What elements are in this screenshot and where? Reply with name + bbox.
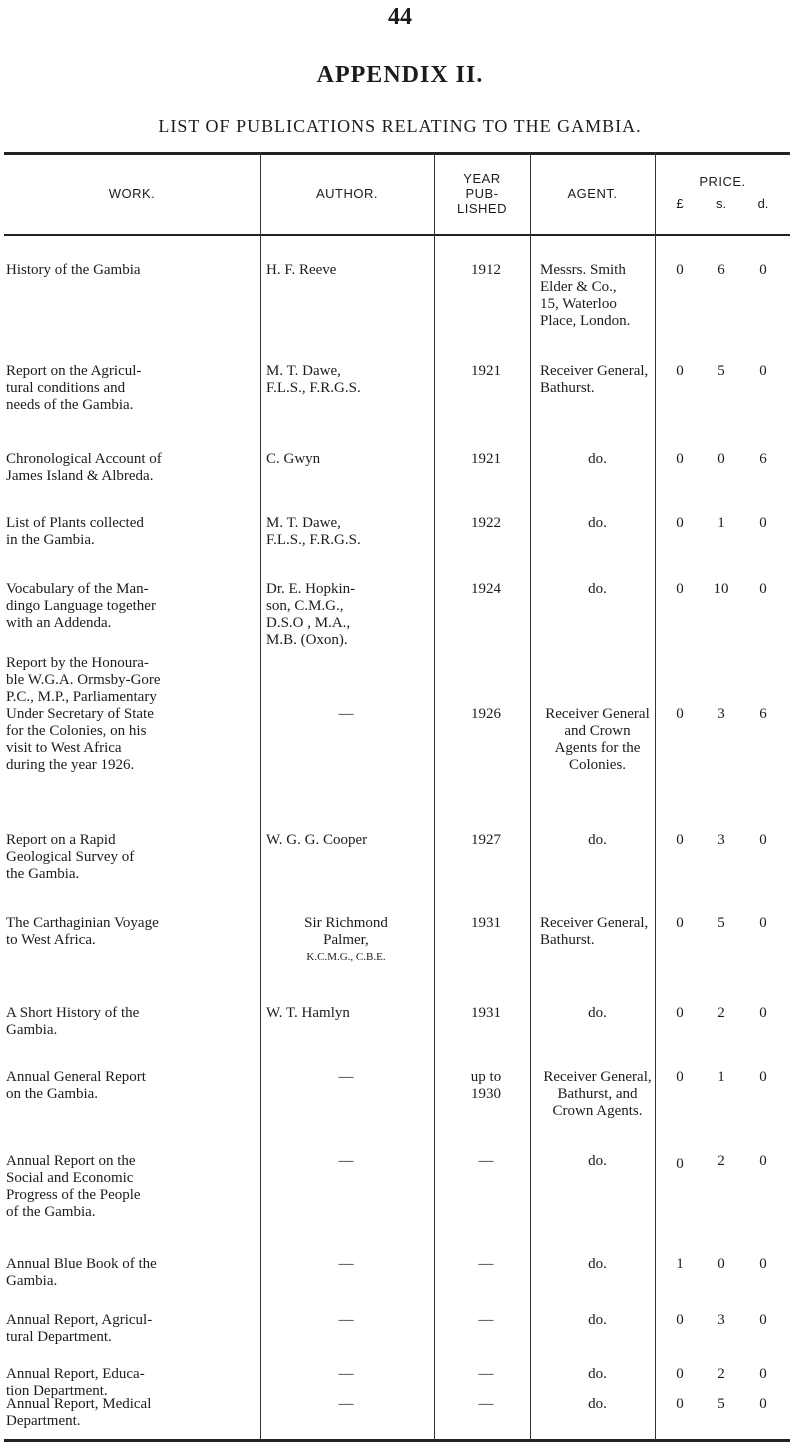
agent [540,832,655,849]
price-pence: 0 [759,262,767,278]
author-line: — [338,1312,354,1328]
agent-line: do. [588,1005,607,1021]
table-bottom-rule [4,1439,790,1442]
column-header-year [434,152,530,234]
author [266,706,426,723]
work-line: Social and Economic [6,1170,134,1186]
work-title [6,363,256,414]
author-line: — [338,1396,354,1412]
agent-line: Elder & Co., [540,279,617,295]
year-published [450,451,522,468]
agent-line: Colonies. [568,757,627,773]
price-pounds: 0 [676,581,684,597]
price-pounds: 0 [676,1156,684,1172]
price-pence: 0 [759,1256,767,1272]
column-header-shillings: s. [715,196,727,211]
author-line: M.B. (Oxon). [266,632,348,648]
work-line: A Short History of the [6,1005,140,1021]
author-line: F.L.S., F.R.G.S. [266,532,361,548]
work-line: Geological Survey of [6,849,135,865]
price-pence: 0 [759,515,767,531]
column-header-agent: AGENT. [567,185,618,201]
price-pence: 6 [759,451,767,467]
agent [540,706,655,774]
year-published [450,1069,522,1103]
work-line: Annual Report, Medical [6,1396,152,1412]
work-title [6,451,256,485]
column-header-year-line: PUB- [465,185,499,201]
work-line: of the Gambia. [6,1204,96,1220]
price-shillings: 6 [717,262,725,278]
work-line: Vocabulary of the Man- [6,581,149,597]
author-line: C. Gwyn [266,451,321,467]
work-title [6,262,256,279]
column-header-pence: d. [757,196,769,211]
work-line: P.C., M.P., Parliamentary [6,689,157,705]
author [266,262,426,279]
agent-line: do. [588,451,607,467]
agent [540,515,655,532]
work-line: tural conditions and [6,380,126,396]
price-pence: 0 [759,915,767,931]
year-published [450,363,522,380]
work-line: Report on the Agricul- [6,363,142,379]
author [266,581,426,649]
price-shillings: 2 [717,1153,725,1169]
work-line: Chronological Account of [6,451,162,467]
work-title [6,581,256,632]
agent [540,1366,655,1383]
agent [540,262,655,330]
agent [540,581,655,598]
year-published [450,1366,522,1383]
work-line: visit to West Africa [6,740,122,756]
price-shillings: 10 [713,581,729,597]
agent-line: Receiver General, [543,1069,652,1085]
year-line: — [478,1396,494,1412]
year-published [450,1153,522,1170]
agent-line: do. [588,1396,607,1412]
author-line: F.L.S., F.R.G.S. [266,380,361,396]
year-line: 1921 [471,451,501,467]
price-pounds: 0 [676,1396,684,1412]
author [266,1153,426,1170]
agent-line: Receiver General [545,706,650,722]
price-pence: 6 [759,706,767,722]
price-pounds: 1 [676,1256,684,1272]
year-published [450,262,522,279]
author-line: W. G. G. Cooper [266,832,368,848]
author-line: H. F. Reeve [266,262,337,278]
price-shillings: 2 [717,1005,725,1021]
author-line: — [338,1153,354,1169]
appendix-title: APPENDIX II. [316,62,484,88]
work-title [6,1069,256,1103]
price-pounds: 0 [676,451,684,467]
column-header-pounds: £ [676,196,684,211]
year-published [450,1396,522,1413]
author-line: D.S.O , M.A., [266,615,351,631]
author-line: W. T. Hamlyn [266,1005,350,1021]
work-line: the Gambia. [6,866,80,882]
work-line: Report by the Honoura- [6,655,149,671]
agent-line: do. [588,832,607,848]
author-line: — [338,1069,354,1085]
column-header-price: PRICE. [699,174,746,189]
author-line: Palmer, [323,932,369,948]
work-line: in the Gambia. [6,532,95,548]
agent [540,451,655,468]
author [266,1069,426,1086]
work-line: Department. [6,1413,81,1429]
work-line: ble W.G.A. Ormsby-Gore [6,672,161,688]
work-line: during the year 1926. [6,757,135,773]
price-pounds: 0 [676,1312,684,1328]
year-published [450,1256,522,1273]
work-title [6,1396,256,1430]
agent-line: do. [588,1256,607,1272]
price-shillings: 1 [717,515,725,531]
list-title: LIST OF PUBLICATIONS RELATING TO THE GAMBIA. [158,116,642,136]
year-line: 1931 [471,915,501,931]
work-title [6,832,256,883]
agent-line: Bathurst. [540,932,595,948]
column-divider [530,152,531,1441]
price-pence: 0 [759,1312,767,1328]
work-line: History of the Gambia [6,262,141,278]
work-line: Progress of the People [6,1187,141,1203]
agent [540,1069,655,1120]
year-line: 1926 [471,706,501,722]
price-shillings: 1 [717,1069,725,1085]
work-line: on the Gambia. [6,1086,99,1102]
work-line: to West Africa. [6,932,96,948]
agent-line: Bathurst. [540,380,595,396]
work-line: James Island & Albreda. [6,468,154,484]
agent-line: Messrs. Smith [540,262,626,278]
price-pounds: 0 [676,363,684,379]
author-line: M. T. Dawe, [266,363,341,379]
price-shillings: 3 [717,832,725,848]
column-header-year-line: YEAR [463,170,501,186]
agent-line: do. [588,1366,607,1382]
year-line: — [478,1366,494,1382]
work-title [6,1366,256,1400]
work-line: Under Secretary of State [6,706,154,722]
price-shillings: 0 [717,451,725,467]
agent [540,1256,655,1273]
author [266,363,426,397]
author [266,1396,426,1413]
work-title [6,1312,256,1346]
author-line: M. T. Dawe, [266,515,341,531]
work-line: List of Plants collected [6,515,144,531]
column-header-author: AUTHOR. [316,185,378,201]
price-shillings: 5 [717,1396,725,1412]
agent-line: 15, Waterloo [540,296,617,312]
agent-line: Crown Agents. [552,1103,643,1119]
price-shillings: 5 [717,915,725,931]
year-line: 1924 [471,581,501,597]
work-line: Gambia. [6,1273,58,1289]
work-title [6,1256,256,1290]
work-title [6,915,256,949]
work-line: Annual General Report [6,1069,146,1085]
work-line: Gambia. [6,1022,58,1038]
price-pounds: 0 [676,915,684,931]
year-published [450,515,522,532]
work-line: Annual Report, Educa- [6,1366,145,1382]
column-divider [434,152,435,1441]
price-pounds: 0 [676,706,684,722]
agent-line: Place, London. [540,313,631,329]
agent [540,1153,655,1170]
price-pence: 0 [759,1153,767,1169]
agent-line: do. [588,1153,607,1169]
author [266,515,426,549]
price-pence: 0 [759,1366,767,1382]
year-published [450,832,522,849]
price-pounds: 0 [676,515,684,531]
price-pence: 0 [759,1005,767,1021]
price-shillings: 5 [717,363,725,379]
agent-line: Receiver General, [540,363,649,379]
agent-line: Bathurst, and [557,1086,638,1102]
column-header-year-line: LISHED [457,200,507,216]
page-number: 44 [388,4,412,30]
agent [540,1312,655,1329]
author-line: — [338,1256,354,1272]
price-pounds: 0 [676,1366,684,1382]
year-published [450,1005,522,1022]
author-line: Dr. E. Hopkin- [266,581,356,597]
year-line: 1922 [471,515,501,531]
year-line: — [478,1312,494,1328]
author-line: — [338,706,354,722]
year-line: — [478,1256,494,1272]
price-pence: 0 [759,581,767,597]
price-shillings: 2 [717,1366,725,1382]
year-line: 1927 [471,832,501,848]
work-line: tion Department. [6,1383,108,1399]
author [266,1256,426,1273]
agent [540,363,655,397]
price-pounds: 0 [676,262,684,278]
author-line: Sir Richmond [304,915,388,931]
work-line: for the Colonies, on his [6,723,147,739]
author [266,451,426,468]
year-line: 1912 [471,262,501,278]
work-line: with an Addenda. [6,615,112,631]
price-pounds: 0 [676,1069,684,1085]
agent-line: Receiver General, [540,915,649,931]
year-line: 1930 [471,1086,501,1102]
year-line: up to [470,1069,502,1085]
work-line: Annual Report on the [6,1153,136,1169]
price-pence: 0 [759,832,767,848]
author [266,1312,426,1329]
author-line: — [338,1366,354,1382]
table-header-rule [4,234,790,236]
work-title [6,1153,256,1221]
work-line: Report on a Rapid [6,832,116,848]
work-line: Annual Blue Book of the [6,1256,157,1272]
price-pence: 0 [759,1069,767,1085]
agent-line: do. [588,515,607,531]
price-shillings: 0 [717,1256,725,1272]
year-published [450,1312,522,1329]
year-line: 1921 [471,363,501,379]
column-header-work: WORK. [108,185,156,201]
year-line: 1931 [471,1005,501,1021]
year-line: — [478,1153,494,1169]
work-line: tural Department. [6,1329,112,1345]
price-pence: 0 [759,1396,767,1412]
author-line: K.C.M.G., C.B.E. [306,951,386,963]
year-published [450,915,522,932]
work-title [6,515,256,549]
price-pence: 0 [759,363,767,379]
author [266,1366,426,1383]
work-title [6,655,256,774]
author [266,915,426,966]
work-line: dingo Language together [6,598,156,614]
agent-line: do. [588,581,607,597]
agent-line: Agents for the [554,740,641,756]
agent [540,1396,655,1413]
year-published [450,581,522,598]
price-shillings: 3 [717,706,725,722]
work-line: needs of the Gambia. [6,397,134,413]
price-pounds: 0 [676,1005,684,1021]
column-divider [260,152,261,1441]
agent-line: and Crown [564,723,631,739]
price-pounds: 0 [676,832,684,848]
column-divider [655,152,656,1441]
author-line: son, C.M.G., [266,598,344,614]
work-line: Annual Report, Agricul- [6,1312,153,1328]
agent [540,1005,655,1022]
agent [540,915,655,949]
work-line: The Carthaginian Voyage [6,915,159,931]
price-shillings: 3 [717,1312,725,1328]
year-published [450,706,522,723]
author [266,832,426,849]
agent-line: do. [588,1312,607,1328]
author [266,1005,426,1022]
work-title [6,1005,256,1039]
